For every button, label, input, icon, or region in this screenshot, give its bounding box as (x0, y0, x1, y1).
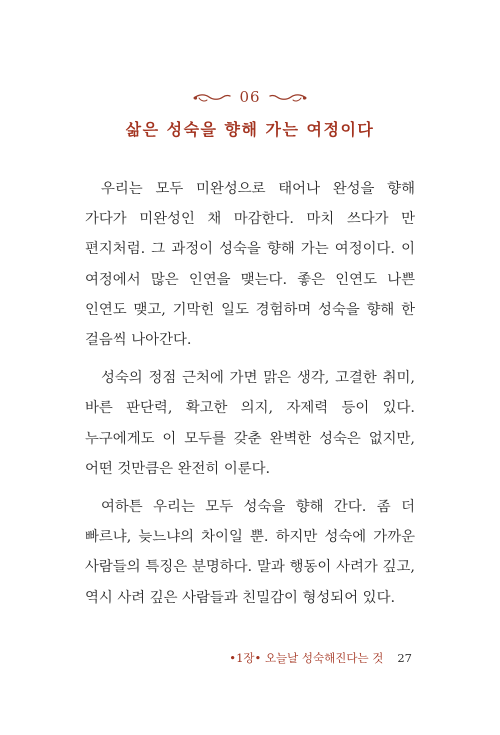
right-flourish-icon (269, 92, 307, 104)
paragraph: 우리는 모두 미완성으로 태어나 완성을 향해 가다가 미완성인 채 마감한다. 마치 쓰다가 만 편지처럼. 그 과정이 성숙을 향해 가는 여정이다. 이 여정에서 많은 인연을 맺는다. 좋은 인연도 나쁜 인연도 맺고, 기막힌 일도 경험하며 성숙을 향해 한 걸음씩 나아간다. (85, 181, 415, 349)
running-footer-chapter: •1장• 오늘날 성숙해진다는 것 (229, 651, 384, 665)
left-flourish-icon (193, 92, 231, 104)
page-footer (229, 650, 412, 666)
paragraph: 성숙의 정점 근처에 가면 맑은 생각, 고결한 취미, 바른 판단력, 확고한 의지, 자제력 등이 있다. 누구에게도 이 모두를 갖춘 완벽한 성숙은 없지만, 어떤 것만큼은 완전히 이룬다. (85, 370, 415, 477)
chapter-title: 삶은 성숙을 향해 가는 여정이다 (125, 120, 375, 139)
chapter-ornament (0, 90, 500, 105)
body-text (85, 174, 415, 621)
chapter-number: 06 (239, 88, 261, 106)
paragraph: 여하튼 우리는 모두 성숙을 향해 간다. 좀 더 빠르냐, 늦느냐의 차이일 뿐. 하지만 성숙에 가까운 사람들의 특징은 분명하다. 말과 행동이 사려가 깊고, 역시 사려 깊은 사람들과 친밀감이 형성되어 있다. (85, 499, 415, 606)
page-number: 27 (397, 651, 412, 665)
